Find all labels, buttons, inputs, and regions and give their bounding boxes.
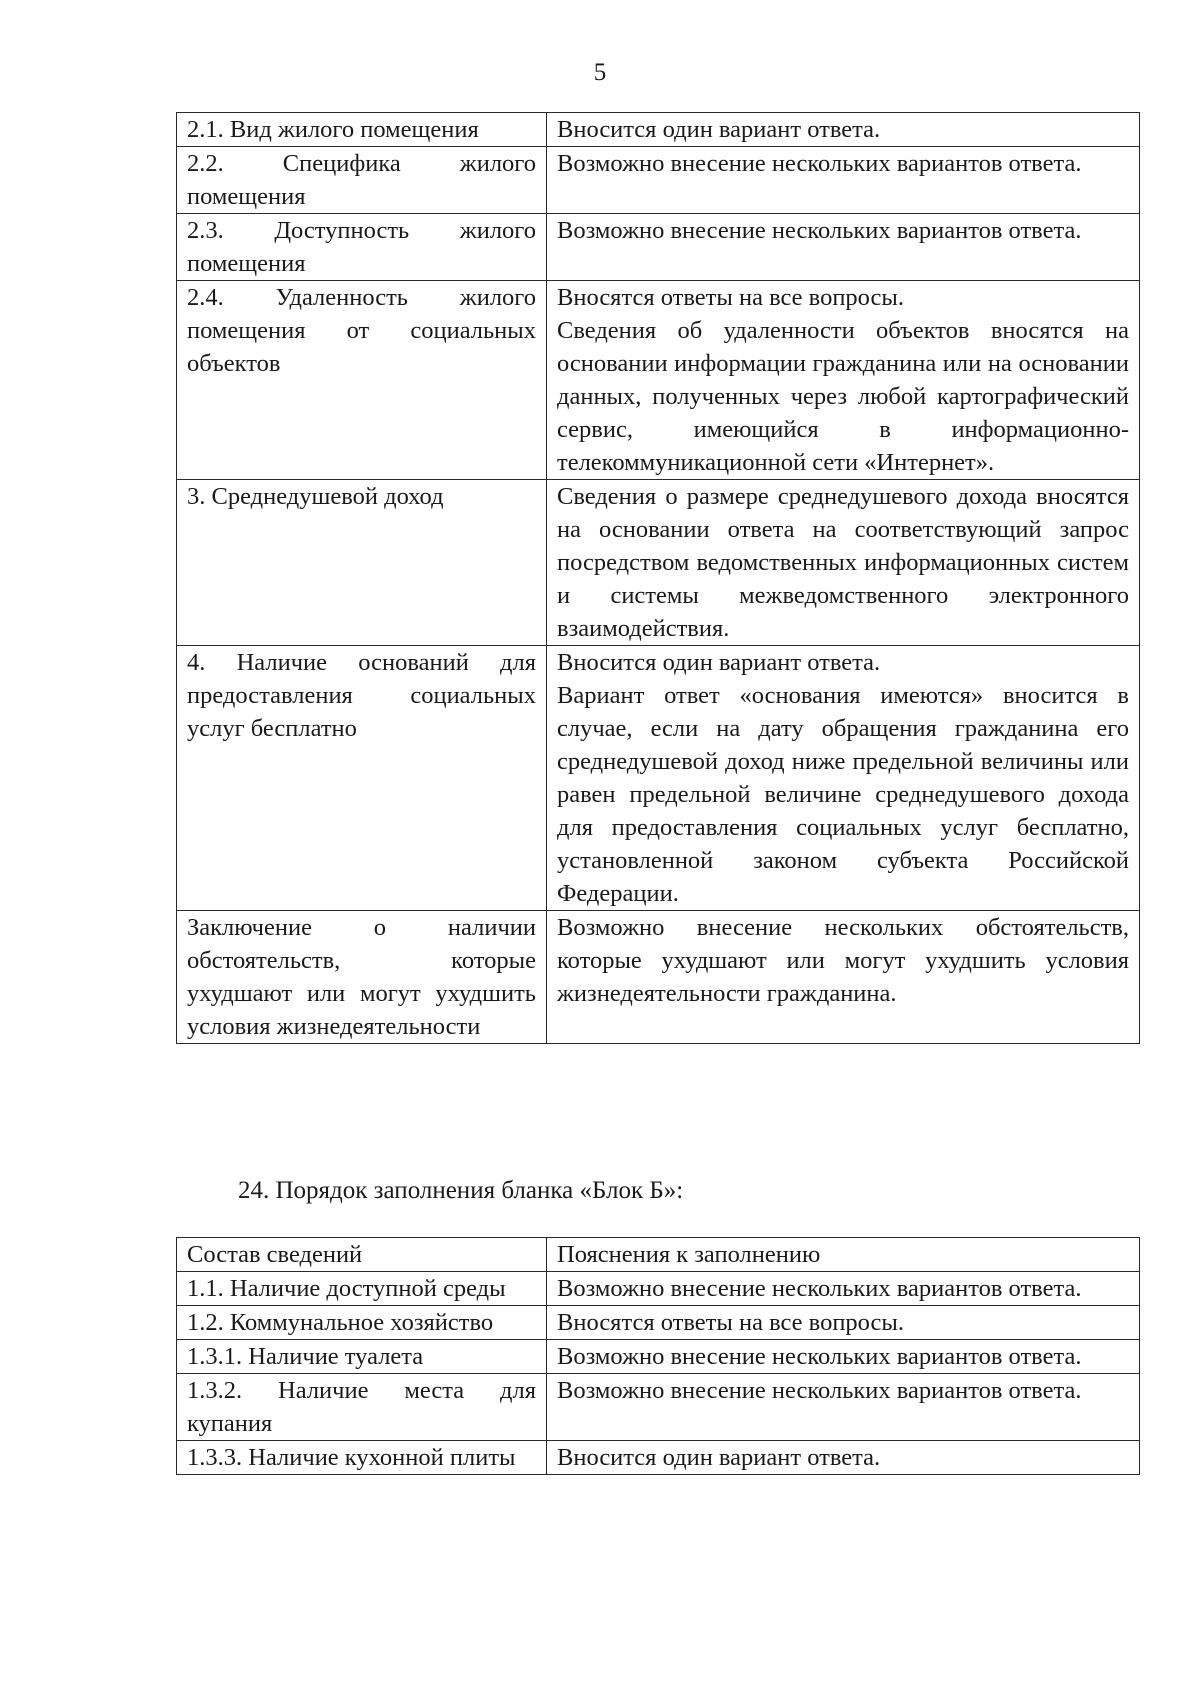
item-name-cell: 3. Среднедушевой доход bbox=[177, 480, 547, 646]
block-b-fill-table bbox=[176, 1237, 1140, 1475]
item-note-cell bbox=[547, 1441, 1140, 1475]
item-name-cell: 2.3. Доступность жилого помещения bbox=[177, 214, 547, 281]
table-row bbox=[177, 646, 1140, 911]
table-row bbox=[177, 1306, 1140, 1340]
note-paragraph: Возможно внесение нескольких обстоятельств, которые ухудшают или могут ухудшить условия жизнедеятельности гражданина. bbox=[557, 914, 1129, 1007]
note-paragraph: Сведения об удаленности объектов вносятся на основании информации гражданина или на основании данных, полученных через любой картографический сервис, имеющийся в информационно-телекоммуникационной сети «Интернет». bbox=[557, 317, 1129, 476]
note-paragraph: Вносятся ответы на все вопросы. bbox=[557, 284, 904, 311]
table-row bbox=[177, 1374, 1140, 1441]
note-paragraph: Вариант ответ «основания имеются» вносится в случае, если на дату обращения гражданина его среднедушевой доход ниже предельной величины или равен предельной величине среднедушевого дохода для предоставления социальных услуг бесплатно, установленной законом субъекта Российской Федерации. bbox=[557, 682, 1129, 907]
table-row bbox=[177, 1441, 1140, 1475]
item-note-cell bbox=[547, 1374, 1140, 1441]
note-paragraph: Возможно внесение нескольких вариантов ответа. bbox=[557, 217, 1082, 244]
item-note-cell bbox=[547, 1340, 1140, 1374]
item-note-cell bbox=[547, 281, 1140, 480]
item-note-cell bbox=[547, 1272, 1140, 1306]
note-paragraph: Возможно внесение нескольких вариантов ответа. bbox=[557, 150, 1082, 177]
note-paragraph: Возможно внесение нескольких вариантов ответа. bbox=[557, 1377, 1082, 1404]
note-paragraph: Возможно внесение нескольких вариантов ответа. bbox=[557, 1343, 1082, 1370]
table-row bbox=[177, 1340, 1140, 1374]
item-note-cell bbox=[547, 480, 1140, 646]
item-note-cell bbox=[547, 113, 1140, 147]
note-paragraph: Сведения о размере среднедушевого дохода вносятся на основании ответа на соответствующий запрос посредством ведомственных информационных систем и системы межведомственного электронного взаимодействия. bbox=[557, 483, 1129, 642]
table-header-row bbox=[177, 1238, 1140, 1272]
table-row bbox=[177, 147, 1140, 214]
item-note-cell bbox=[547, 911, 1140, 1044]
note-paragraph: Вносится один вариант ответа. bbox=[557, 116, 881, 143]
table-row bbox=[177, 480, 1140, 646]
column-header-explanations: Пояснения к заполнению bbox=[547, 1238, 1140, 1272]
item-name-cell: 2.4. Удаленность жилого помещения от социальных объектов bbox=[177, 281, 547, 480]
table-row bbox=[177, 113, 1140, 147]
item-note-cell bbox=[547, 147, 1140, 214]
table-row bbox=[177, 911, 1140, 1044]
item-name-cell: 1.2. Коммунальное хозяйство bbox=[177, 1306, 547, 1340]
section-heading: 24. Порядок заполнения бланка «Блок Б»: bbox=[238, 1177, 684, 1204]
item-name-cell: 4. Наличие оснований для предоставления социальных услуг бесплатно bbox=[177, 646, 547, 911]
column-header-composition: Состав сведений bbox=[177, 1238, 547, 1272]
note-paragraph: Вносится один вариант ответа. bbox=[557, 649, 881, 676]
table-row bbox=[177, 1272, 1140, 1306]
item-note-cell bbox=[547, 646, 1140, 911]
item-name-cell: 1.3.2. Наличие места для купания bbox=[177, 1374, 547, 1441]
item-name-cell: 2.1. Вид жилого помещения bbox=[177, 113, 547, 147]
table-row bbox=[177, 281, 1140, 480]
item-name-cell: 1.3.3. Наличие кухонной плиты bbox=[177, 1441, 547, 1475]
item-name-cell: 1.1. Наличие доступной среды bbox=[177, 1272, 547, 1306]
item-note-cell bbox=[547, 214, 1140, 281]
block-a-fill-table bbox=[176, 112, 1140, 1044]
note-paragraph: Вносятся ответы на все вопросы. bbox=[557, 1309, 904, 1336]
note-paragraph: Возможно внесение нескольких вариантов ответа. bbox=[557, 1275, 1082, 1302]
item-name-cell: 1.3.1. Наличие туалета bbox=[177, 1340, 547, 1374]
note-paragraph: Вносится один вариант ответа. bbox=[557, 1444, 881, 1471]
item-name-cell: 2.2. Специфика жилого помещения bbox=[177, 147, 547, 214]
item-note-cell bbox=[547, 1306, 1140, 1340]
item-name-cell: Заключение о наличии обстоятельств, которые ухудшают или могут ухудшить условия жизнедеятельности bbox=[177, 911, 547, 1044]
page-number: 5 bbox=[593, 59, 607, 86]
table-row bbox=[177, 214, 1140, 281]
